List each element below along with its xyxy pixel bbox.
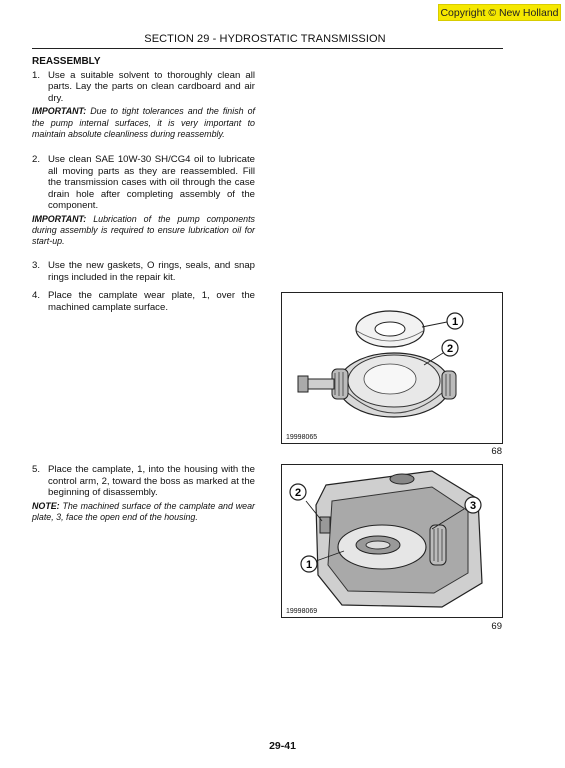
note-important-lubrication xyxy=(32,214,255,248)
step-number: 4. xyxy=(32,290,41,301)
reassembly-section xyxy=(32,56,255,140)
figure-id: 19998065 xyxy=(286,434,318,441)
step-5-block xyxy=(32,464,255,523)
figure-id: 19998069 xyxy=(286,608,318,615)
callout-label: 2 xyxy=(446,343,454,355)
section-heading: REASSEMBLY xyxy=(32,56,101,67)
step-5 xyxy=(32,464,255,499)
step-text: Use clean SAE 10W-30 SH/CG4 oil to lubricate all moving parts as they are reassembled. Fill the transmission cases with oil through the case drain hole after completing assembly of the component. xyxy=(48,154,255,212)
figure-number-68: 68 xyxy=(491,446,502,457)
step-number: 2. xyxy=(32,154,41,165)
step-1 xyxy=(32,70,255,105)
step-2 xyxy=(32,154,255,212)
note-label: IMPORTANT: xyxy=(32,106,87,117)
note-text: Lubrication of the pump components during assembly is required to ensure lubrication oil for start-up. xyxy=(32,213,255,247)
wear-plate-drawing xyxy=(356,311,424,347)
step-4-block xyxy=(32,290,255,313)
step-number: 3. xyxy=(32,260,41,271)
step-text: Place the camplate wear plate, 1, over the machined camplate surface. xyxy=(48,290,255,313)
section-title: SECTION 29 - HYDROSTATIC TRANSMISSION xyxy=(144,33,386,45)
step-text: Place the camplate, 1, into the housing with the control arm, 2, toward the boss as marked at the beginning of disassembly. xyxy=(48,464,255,499)
step-3-block xyxy=(32,260,255,283)
callout-label: 1 xyxy=(451,316,459,328)
callout-label: 1 xyxy=(305,559,313,571)
camplate-housing-illustration xyxy=(282,465,502,617)
step-3 xyxy=(32,260,255,283)
camplate-wear-plate-illustration xyxy=(282,293,502,443)
page-number: 29-41 xyxy=(269,740,296,752)
step-2-block xyxy=(32,154,255,248)
camplate-drawing xyxy=(298,353,456,417)
copyright-badge: Copyright © New Holland xyxy=(438,4,561,21)
figure-number-69: 69 xyxy=(491,621,502,632)
step-text: Use the new gaskets, O rings, seals, and snap rings included in the repair kit. xyxy=(48,260,255,283)
note-text: The machined surface of the camplate and wear plate, 3, face the open end of the housing. xyxy=(32,500,255,522)
note-important-cleanliness xyxy=(32,106,255,140)
note-text: Due to tight tolerances and the finish of the pump internal surfaces, it is very important to maintain absolute cleanliness during reassembly. xyxy=(32,106,255,139)
figure-68-camplate-wear-plate xyxy=(281,292,503,444)
callout-2 xyxy=(424,340,458,365)
step-4 xyxy=(32,290,255,313)
note-label: IMPORTANT: xyxy=(32,213,87,224)
callout-label: 3 xyxy=(469,500,477,512)
callout-1 xyxy=(422,313,463,329)
note-label: NOTE: xyxy=(32,500,60,511)
step-text: Use a suitable solvent to thoroughly clean all parts. Lay the parts on clean cardboard and air dry. xyxy=(48,69,255,104)
step-number: 1. xyxy=(32,69,41,81)
note-machined-surface xyxy=(32,501,255,523)
header-divider xyxy=(32,48,503,49)
callout-label: 2 xyxy=(294,487,302,499)
step-number: 5. xyxy=(32,464,41,475)
figure-69-camplate-housing xyxy=(281,464,503,618)
